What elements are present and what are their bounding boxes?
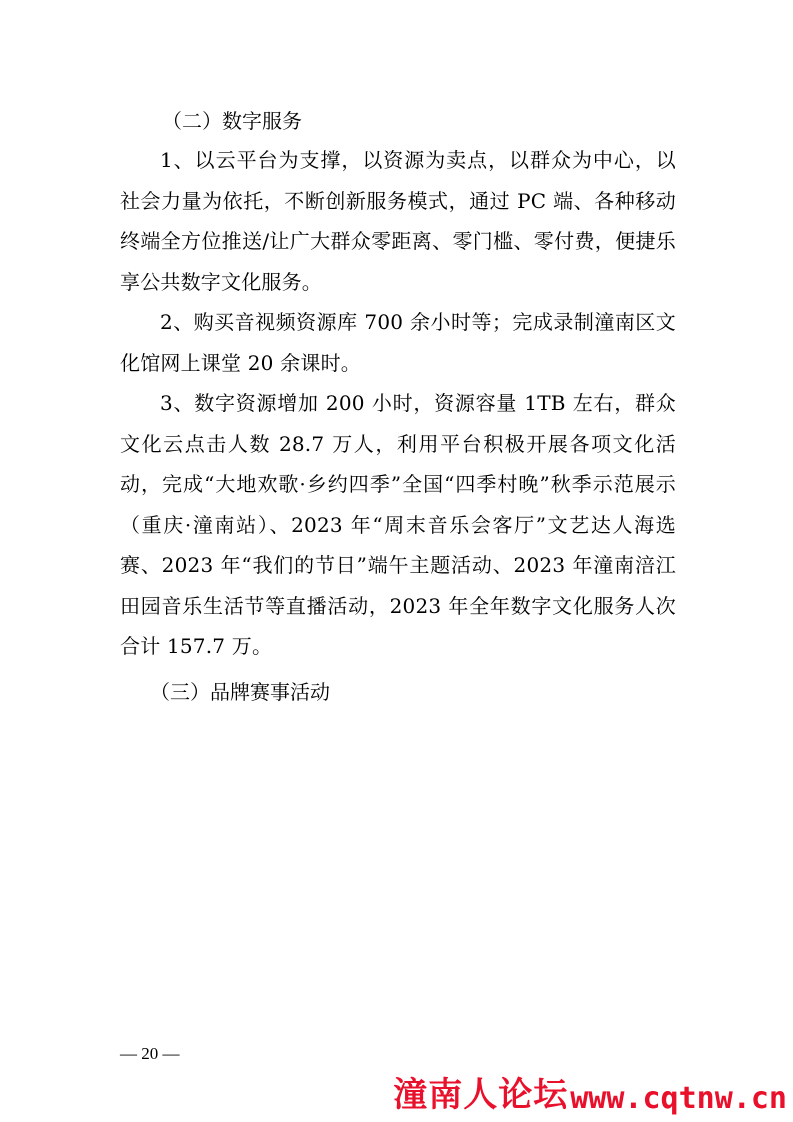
paragraph-3: 3、数字资源增加 200 小时，资源容量 1TB 左右，群众文化云点击人数 28.7 万人，利用平台积极开展各项文化活动，完成“大地欢歌·乡约四季”全国“四季村晚”秋季示范展示（重庆·潼南站）、2023 年“周末音乐会客厅”文艺达人海选赛、2023 年“我们的节日”端午主题活动、2023 年潼南涪江田园音乐生活节等直播活动，2023 年全年数字文化服务人次合计 157.7 万。: [120, 391, 676, 658]
watermark-url: www.cqtnw.cn: [570, 1081, 787, 1116]
section-heading-digital-services: （二）数字服务: [162, 109, 302, 133]
page-number: — 20 —: [120, 1044, 180, 1063]
watermark-site-name: 潼南人论坛: [393, 1075, 569, 1115]
watermark: [393, 1072, 787, 1116]
paragraph-2: 2、购买音视频资源库 700 余小时等；完成录制潼南区文化馆网上课堂 20 余课时。: [120, 310, 676, 375]
section-heading-brand-events: （三）品牌赛事活动: [150, 680, 330, 704]
paragraph-1: 1、以云平台为支撑，以资源为卖点，以群众为中心，以社会力量为依托，不断创新服务模式，通过 PC 端、各种移动终端全方位推送/让广大群众零距离、零门槛、零付费，便捷乐享公共数字文化服务。: [120, 148, 676, 294]
